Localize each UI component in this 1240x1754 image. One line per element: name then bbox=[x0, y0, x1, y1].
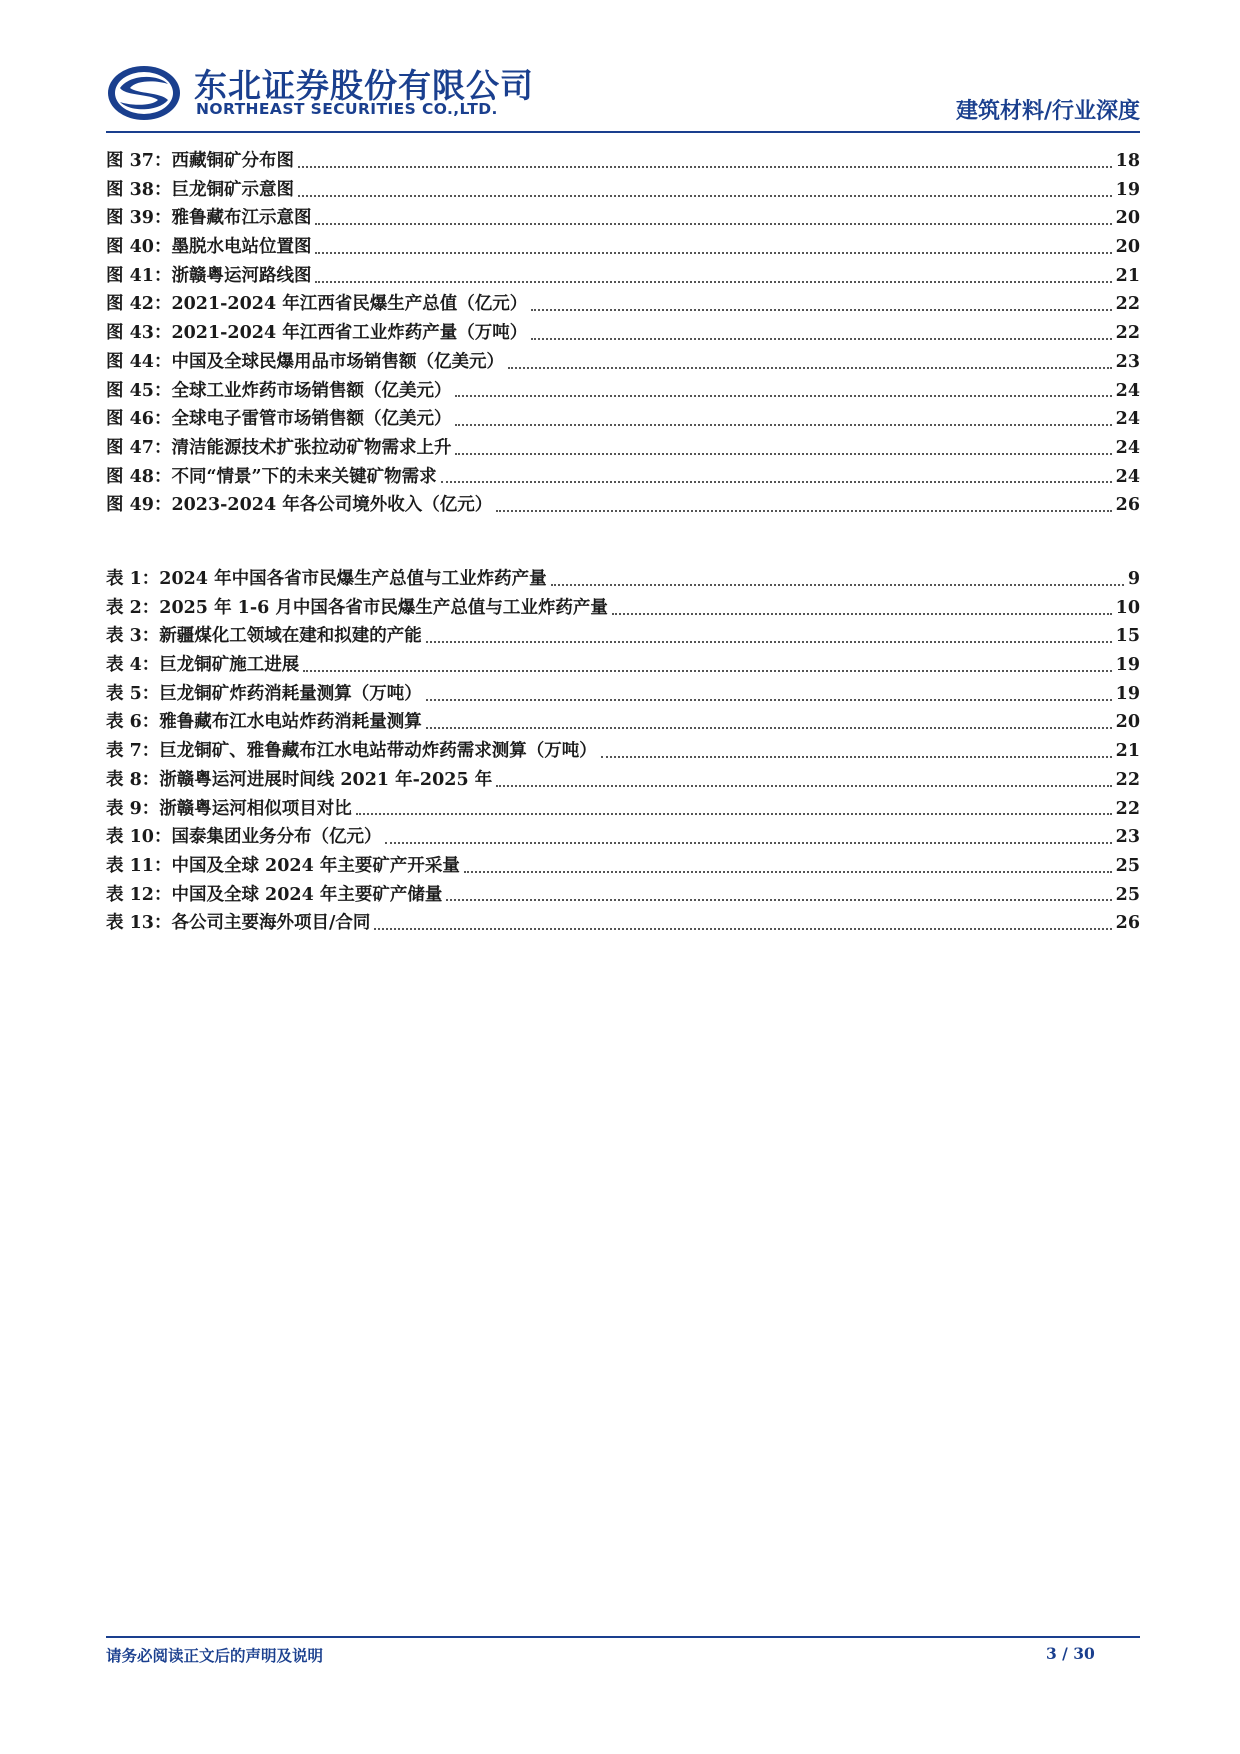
toc-entry-page: 9 bbox=[1127, 569, 1140, 589]
dot-leader bbox=[496, 509, 1111, 512]
toc-entry-label: 表 4：巨龙铜矿施工进展 bbox=[106, 655, 300, 676]
table-index-entry[interactable] bbox=[106, 766, 1140, 795]
figure-index-entry[interactable] bbox=[106, 463, 1140, 492]
table-index-entry[interactable] bbox=[106, 651, 1140, 680]
toc-entry-label: 表 8：浙赣粤运河进展时间线 2021 年-2025 年 bbox=[106, 769, 493, 790]
table-index-entry[interactable] bbox=[106, 881, 1140, 910]
toc-entry-label: 表 7：巨龙铜矿、雅鲁藏布江水电站带动炸药需求测算（万吨） bbox=[106, 741, 597, 762]
toc-entry-page: 21 bbox=[1115, 741, 1140, 762]
dot-leader bbox=[508, 366, 1112, 369]
toc-entry-page: 24 bbox=[1115, 466, 1140, 487]
toc-entry-label: 图 49：2023-2024 年各公司境外收入（亿元） bbox=[106, 495, 493, 516]
dot-leader bbox=[315, 280, 1111, 283]
table-index-entry[interactable] bbox=[106, 909, 1140, 938]
toc-entry-label: 表 11：中国及全球 2024 年主要矿产开采量 bbox=[106, 855, 460, 876]
dot-leader bbox=[496, 784, 1111, 787]
company-name-cn: 东北证券股份有限公司 bbox=[194, 66, 534, 105]
toc-entry-label: 表 10：国泰集团业务分布（亿元） bbox=[106, 827, 382, 848]
dot-leader bbox=[303, 669, 1111, 672]
figure-index-entry[interactable] bbox=[106, 147, 1140, 176]
toc-entry-page: 22 bbox=[1115, 798, 1140, 819]
report-category: 建筑材料/行业深度 bbox=[955, 99, 1140, 124]
figure-index-entry[interactable] bbox=[106, 434, 1140, 463]
dot-leader bbox=[426, 698, 1112, 701]
table-index bbox=[106, 565, 1140, 938]
table-index-entry[interactable] bbox=[106, 594, 1140, 623]
dot-leader bbox=[455, 394, 1111, 397]
toc-entry-label: 图 40：墨脱水电站位置图 bbox=[106, 237, 312, 258]
toc-entry-label: 图 46：全球电子雷管市场销售额（亿美元） bbox=[106, 409, 452, 430]
toc-entry-page: 19 bbox=[1115, 683, 1140, 704]
table-index-entry[interactable] bbox=[106, 565, 1140, 594]
table-index-entry[interactable] bbox=[106, 737, 1140, 766]
dot-leader bbox=[374, 927, 1111, 930]
page-number: 3 / 30 bbox=[1046, 1644, 1095, 1663]
toc-entry-label: 表 13：各公司主要海外项目/合同 bbox=[106, 913, 371, 934]
figure-index-entry[interactable] bbox=[106, 262, 1140, 291]
dot-leader bbox=[551, 583, 1124, 586]
figure-index-entry[interactable] bbox=[106, 491, 1140, 520]
toc-entry-page: 10 bbox=[1115, 597, 1140, 618]
toc-entry-page: 20 bbox=[1115, 712, 1140, 733]
toc-entry-page: 18 bbox=[1115, 151, 1140, 171]
disclaimer-note: 请务必阅读正文后的声明及说明 bbox=[106, 1646, 324, 1665]
dot-leader bbox=[601, 755, 1112, 758]
dot-leader bbox=[298, 165, 1112, 168]
toc-entry-label: 图 44：中国及全球民爆用品市场销售额（亿美元） bbox=[106, 351, 504, 372]
toc-entry-label: 表 5：巨龙铜矿炸药消耗量测算（万吨） bbox=[106, 683, 422, 704]
toc-entry-page: 21 bbox=[1115, 265, 1140, 286]
dot-leader bbox=[356, 812, 1112, 815]
toc-entry-page: 22 bbox=[1115, 323, 1140, 344]
toc-entry-label: 表 6：雅鲁藏布江水电站炸药消耗量测算 bbox=[106, 712, 422, 733]
dot-leader bbox=[298, 194, 1112, 197]
toc-entry-page: 15 bbox=[1115, 626, 1140, 647]
table-index-entry[interactable] bbox=[106, 852, 1140, 881]
footer-divider bbox=[106, 1636, 1140, 1638]
toc-entry-label: 图 41：浙赣粤运河路线图 bbox=[106, 265, 312, 286]
toc-entry-label: 图 45：全球工业炸药市场销售额（亿美元） bbox=[106, 380, 452, 401]
figure-index-entry[interactable] bbox=[106, 204, 1140, 233]
toc-entry-page: 24 bbox=[1115, 437, 1140, 458]
dot-leader bbox=[315, 222, 1111, 225]
table-index-entry[interactable] bbox=[106, 622, 1140, 651]
figure-index-entry[interactable] bbox=[106, 176, 1140, 205]
toc-entry-page: 19 bbox=[1115, 655, 1140, 676]
toc-entry-page: 20 bbox=[1115, 237, 1140, 258]
toc-entry-page: 19 bbox=[1115, 179, 1140, 200]
toc-entry-label: 表 12：中国及全球 2024 年主要矿产储量 bbox=[106, 884, 443, 905]
toc-entry-page: 26 bbox=[1115, 495, 1140, 516]
toc-entry-label: 图 38：巨龙铜矿示意图 bbox=[106, 179, 294, 200]
page-header bbox=[106, 58, 1140, 128]
dot-leader bbox=[455, 452, 1111, 455]
figure-index-entry[interactable] bbox=[106, 377, 1140, 406]
figure-index-entry[interactable] bbox=[106, 319, 1140, 348]
toc-entry-page: 24 bbox=[1115, 380, 1140, 401]
figure-index-entry[interactable] bbox=[106, 348, 1140, 377]
dot-leader bbox=[315, 251, 1111, 254]
table-index-entry[interactable] bbox=[106, 795, 1140, 824]
dot-leader bbox=[455, 423, 1111, 426]
dot-leader bbox=[446, 898, 1111, 901]
dot-leader bbox=[464, 870, 1112, 873]
toc-entry-label: 图 42：2021-2024 年江西省民爆生产总值（亿元） bbox=[106, 294, 528, 315]
toc-entry-label: 图 43：2021-2024 年江西省工业炸药产量（万吨） bbox=[106, 323, 528, 344]
dot-leader bbox=[531, 337, 1111, 340]
toc-entry-page: 25 bbox=[1115, 855, 1140, 876]
dot-leader bbox=[385, 841, 1111, 844]
figure-index bbox=[106, 147, 1140, 520]
toc-entry-page: 22 bbox=[1115, 294, 1140, 315]
toc-entry-page: 25 bbox=[1115, 884, 1140, 905]
toc-entry-label: 图 39：雅鲁藏布江示意图 bbox=[106, 208, 312, 229]
toc-entry-label: 表 9：浙赣粤运河相似项目对比 bbox=[106, 798, 352, 819]
company-name-en: NORTHEAST SECURITIES CO.,LTD. bbox=[196, 100, 498, 118]
toc-entry-label: 图 47：清洁能源技术扩张拉动矿物需求上升 bbox=[106, 437, 452, 458]
dot-leader bbox=[441, 480, 1112, 483]
toc-entry-page: 23 bbox=[1115, 351, 1140, 372]
toc-entry-label: 表 2：2025 年 1-6 月中国各省市民爆生产总值与工业炸药产量 bbox=[106, 597, 608, 618]
toc-entry-page: 20 bbox=[1115, 208, 1140, 229]
header-divider bbox=[106, 131, 1140, 133]
dot-leader bbox=[531, 308, 1111, 311]
toc-entry-page: 23 bbox=[1115, 827, 1140, 848]
toc-entry-page: 26 bbox=[1115, 913, 1140, 934]
northeast-securities-logo-icon bbox=[106, 64, 182, 122]
toc-entry-label: 图 48：不同“情景”下的未来关键矿物需求 bbox=[106, 466, 437, 487]
table-index-entry[interactable] bbox=[106, 708, 1140, 737]
figure-index-entry[interactable] bbox=[106, 290, 1140, 319]
toc-entry-page: 24 bbox=[1115, 409, 1140, 430]
table-index-entry[interactable] bbox=[106, 680, 1140, 709]
toc-entry-label: 表 1：2024 年中国各省市民爆生产总值与工业炸药产量 bbox=[106, 569, 547, 589]
toc-entry-label: 表 3：新疆煤化工领域在建和拟建的产能 bbox=[106, 626, 422, 647]
table-index-entry[interactable] bbox=[106, 823, 1140, 852]
toc-entry-label: 图 37：西藏铜矿分布图 bbox=[106, 151, 294, 171]
toc-entry-page: 22 bbox=[1115, 769, 1140, 790]
dot-leader bbox=[426, 726, 1112, 729]
dot-leader bbox=[426, 640, 1112, 643]
dot-leader bbox=[612, 612, 1112, 615]
figure-index-entry[interactable] bbox=[106, 233, 1140, 262]
figure-index-entry[interactable] bbox=[106, 405, 1140, 434]
